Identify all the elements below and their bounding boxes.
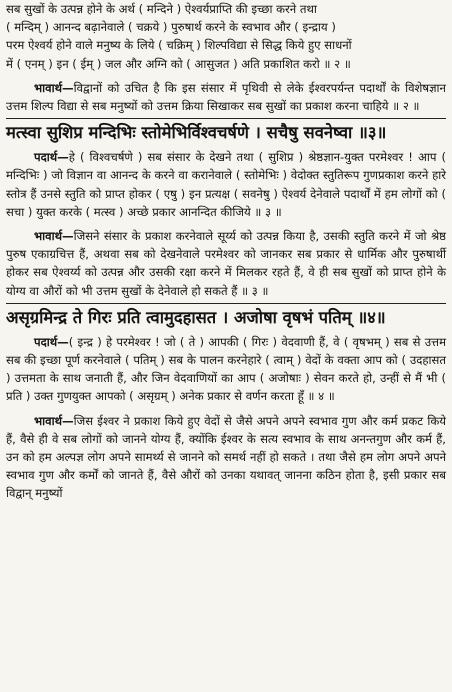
bhavartha-text: जिस ईश्वर ने प्रकाश किये हुए वेदों से जैसे अपने अपने स्वभाव गुण और कर्म प्रकट किये हैं, वैसे ही वे सब लोगों को जानने योग्य हैं, क्योंकि ईश्वर के सत्य स्वभाव के साथ अनन्तगुण और कर्म हैं, उन को हम अल्पज्ञ लोग अपने सामर्थ्य से जानने को समर्थ नहीं हो सकते । तथा जैसे हम लोग अपने अपने स्वभाव गुण और कर्मों को जानते हैं, वैसे औरों को उनका यथावत् जानना कठिन होता है, इसी प्रकार सब विद्वान् मनुष्यों	[6, 413, 446, 501]
text-line: परम ऐश्वर्य होने वाले मनुष्य के लिये ( चक्रिम् ) शिल्पविद्या से सिद्ध किये हुए साधनों	[6, 38, 352, 53]
divider	[6, 118, 446, 119]
bhavartha-text: विद्वानों को उचित है कि इस संसार में पृथिवी से लेके ईश्वरपर्यन्त पदार्थों के विशेषज्ञान उत्तम शिल्प विद्या से सब मनुष्यों को उत्तम क्रिया सिखाकर सब सुखों का प्रकाश करना चाहिये ॥ २ ॥	[6, 80, 446, 114]
bhavartha-label: भावार्थ—	[34, 413, 74, 428]
divider	[6, 303, 446, 304]
padartha-4	[6, 333, 446, 406]
bhavartha-label: भावार्थ—	[34, 80, 74, 95]
bhavartha-3	[6, 227, 446, 300]
padartha-3	[6, 148, 446, 221]
text-line: ( मन्दिम् ) आनन्द बढ़ानेवाले ( चक्रये ) पुरुषार्थ करने के स्वभाव और ( इन्द्राय )	[6, 20, 336, 35]
padartha-text: हे ( विश्वचर्षणे ) सब संसार के देखने तथा ( सुशिप्र ) श्रेष्ठज्ञान-युक्त परमेश्वर ! आप ( मन्दिभिः ) जो विज्ञान वा आनन्द के करने वा करानेवाले ( स्तोमेभिः ) वेदोक्त स्तुतिरूप गुणप्रकाश करने हारे स्तोत्र हैं उनसे स्तुति को प्राप्त होकर ( एषु ) इन प्रत्यक्ष ( सवनेषु ) ऐश्वर्य देनेवाले पदार्थों में हम लोगों को ( सचा ) युक्त करके ( मत्स्व ) अच्छे प्रकार आनन्दित कीजिये ॥ ३ ॥	[6, 150, 446, 219]
bhavartha-2	[6, 79, 446, 115]
bhavartha-4	[6, 412, 446, 503]
padartha-label: पदार्थ—	[34, 150, 69, 165]
padartha-label: पदार्थ—	[34, 334, 69, 349]
padartha-text: ( इन्द्र ) हे परमेश्वर ! जो ( ते ) आपकी ( गिरः ) वेदवाणी हैं, वे ( वृषभम् ) सब से उत्तम सब की इच्छा पूर्ण करनेवाले ( पतिम् ) सब के पालन करनेहारे ( त्वाम् ) वेदों के वक्ता आप को ( उदहासत ) उत्तमता के साथ जनाती हैं, और जिन वेदवाणियों का आप ( अजोषाः ) सेवन करते हो, उन्हीं से मैं भी ( प्रति ) उक्त गुणयुक्त आपको ( असृग्रम् ) अनेक प्रकार से वर्णन करता हूँ ॥ ४ ॥	[6, 334, 446, 404]
mantra-4: असृग्रमिन्द्र ते गिरः प्रति त्वामुदहासत । अजोषा वृषभं पतिम् ॥४॥	[6, 307, 386, 327]
bhavartha-label: भावार्थ—	[34, 229, 74, 244]
text-line: में ( एनम् ) इन ( ईम् ) जल और अग्नि को ( आसुजत ) अति प्रकाशित करो ॥ २ ॥	[6, 56, 351, 71]
bhavartha-text: जिसने संसार के प्रकाश करनेवाले सूर्य्य को उत्पन्न किया है, उसकी स्तुति करने में जो श्रेष्ठ पुरुष एकाग्रचित्त हैं, अथवा सब को देखनेवाले परमेश्वर को जानकर सब प्रकार से धार्मिक और पुरुषार्थी होकर सब ऐश्वर्य्य को उत्पन्न और उसकी रक्षा करने में मिलकर रहते हैं, वे ही सब सुखों को प्राप्त होने के योग्य वा औरों को भी उत्तम सुखों के देनेवाले हो सकते हैं ॥ ३ ॥	[6, 229, 446, 298]
text-line: सब सुखों के उत्पन्न होने के अर्थ ( मन्दिने ) ऐश्वर्यप्राप्ति की इच्छा करने तथा	[6, 2, 317, 16]
padartha-continuation	[6, 0, 446, 73]
mantra-3: मत्स्वा सुशिप्र मन्दिभिः स्तोमेभिर्विश्वचर्षणे । सचैषु सवनेष्वा ॥३॥	[6, 123, 387, 143]
